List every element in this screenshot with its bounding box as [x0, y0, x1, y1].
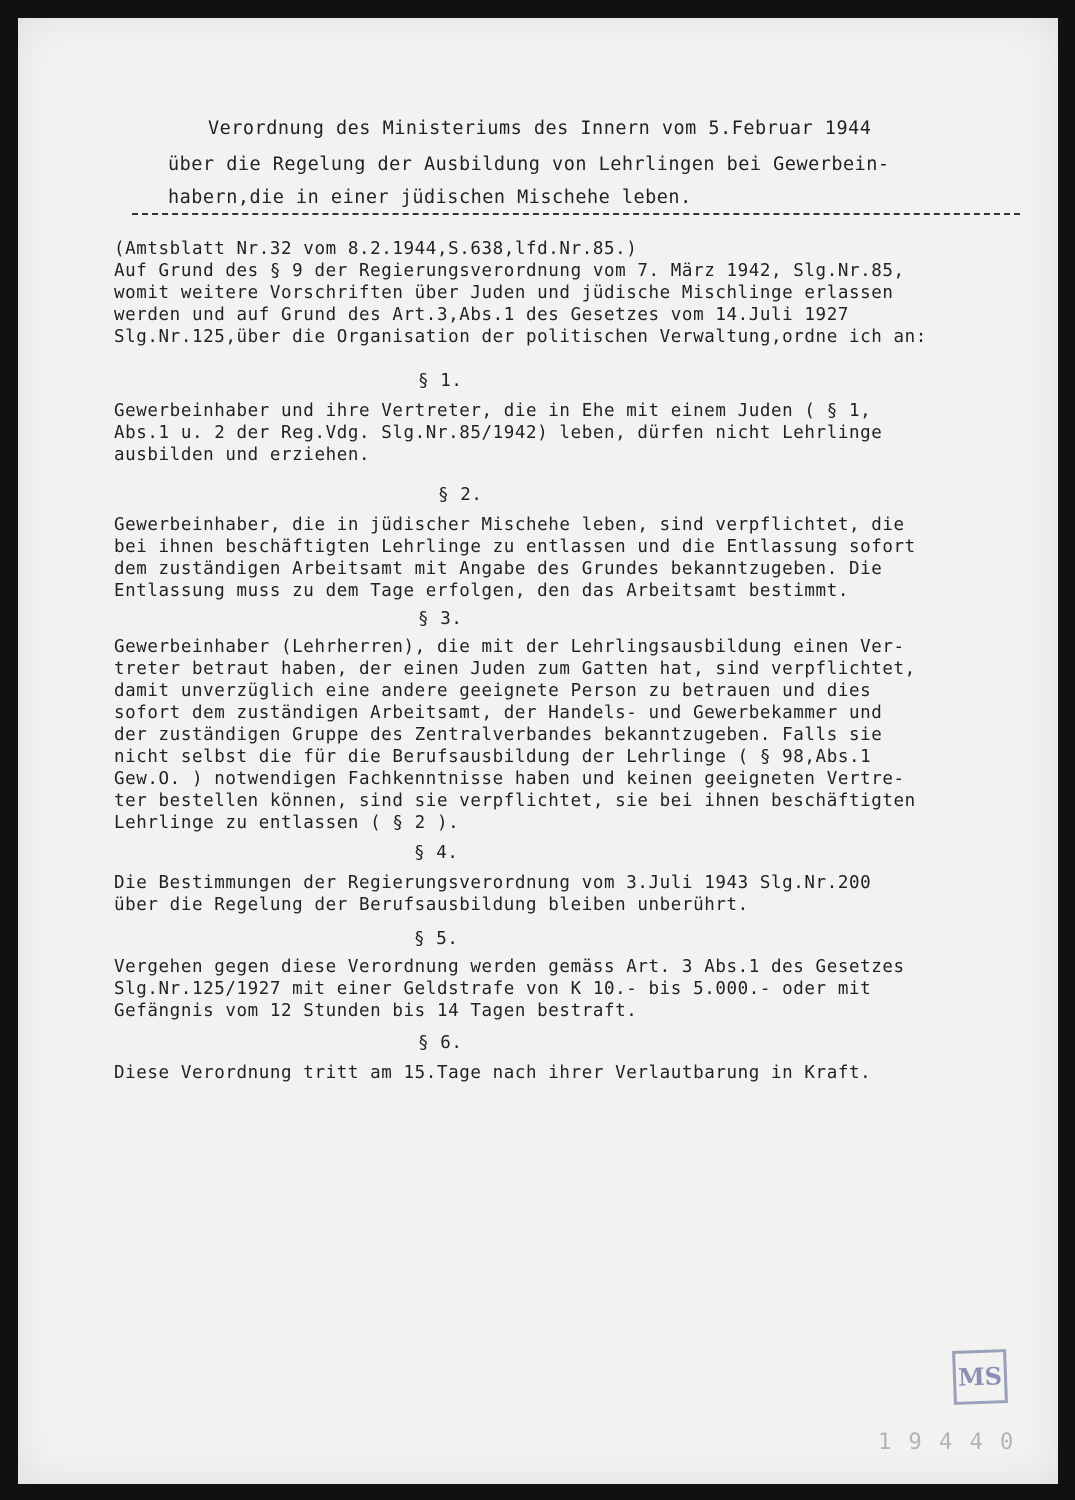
- section-2-heading: § 2.: [438, 485, 483, 505]
- intro-line-3: womit weitere Vorschriften über Juden und jüdische Mischlinge erlassen: [114, 283, 894, 303]
- section-5-heading: § 5.: [414, 929, 459, 949]
- section-4-line-2: über die Regelung der Berufsausbildung bleiben unberührt.: [114, 895, 749, 915]
- section-2-line-4: Entlassung muss zu dem Tage erfolgen, den das Arbeitsamt bestimmt.: [114, 581, 849, 601]
- section-2-line-2: bei ihnen beschäftigten Lehrlinge zu entlassen und die Entlassung sofort: [114, 537, 916, 557]
- intro-line-1: (Amtsblatt Nr.32 vom 8.2.1944,S.638,lfd.Nr.85.): [114, 239, 638, 259]
- section-3-line-9: Lehrlinge zu entlassen ( § 2 ).: [114, 813, 460, 833]
- archive-stamp: MS: [952, 1349, 1008, 1405]
- section-5-line-1: Vergehen gegen diese Verordnung werden gemäss Art. 3 Abs.1 des Gesetzes: [114, 957, 905, 977]
- section-3-line-2: treter betraut haben, der einen Juden zum Gatten hat, sind verpflichtet,: [114, 659, 916, 679]
- title-divider: [132, 213, 1020, 215]
- archive-number: 1 9 4 4 0: [878, 1430, 1016, 1455]
- section-4-line-1: Die Bestimmungen der Regierungsverordnung vom 3.Juli 1943 Slg.Nr.200: [114, 873, 872, 893]
- intro-line-2: Auf Grund des § 9 der Regierungsverordnung vom 7. März 1942, Slg.Nr.85,: [114, 261, 905, 281]
- section-1-line-1: Gewerbeinhaber und ihre Vertreter, die in Ehe mit einem Juden ( § 1,: [114, 401, 872, 421]
- section-2-line-3: dem zuständigen Arbeitsamt mit Angabe des Grundes bekanntzugeben. Die: [114, 559, 883, 579]
- section-5-line-3: Gefängnis vom 12 Stunden bis 14 Tagen bestraft.: [114, 1001, 638, 1021]
- section-2-line-1: Gewerbeinhaber, die in jüdischer Mischehe leben, sind verpflichtet, die: [114, 515, 905, 535]
- section-3-line-6: nicht selbst die für die Berufsausbildung der Lehrlinge ( § 98,Abs.1: [114, 747, 872, 767]
- document-page: [18, 18, 1058, 1484]
- section-1-line-2: Abs.1 u. 2 der Reg.Vdg. Slg.Nr.85/1942) leben, dürfen nicht Lehrlinge: [114, 423, 883, 443]
- section-3-line-1: Gewerbeinhaber (Lehrherren), die mit der Lehrlingsausbildung einen Ver-: [114, 637, 905, 657]
- title-line-3: habern,die in einer jüdischen Mischehe leben.: [168, 187, 692, 208]
- section-6-heading: § 6.: [418, 1033, 463, 1053]
- section-5-line-2: Slg.Nr.125/1927 mit einer Geldstrafe von K 10.- bis 5.000.- oder mit: [114, 979, 872, 999]
- title-line-1: Verordnung des Ministeriums des Innern vom 5.Februar 1944: [208, 118, 872, 139]
- section-3-heading: § 3.: [418, 609, 463, 629]
- section-1-heading: § 1.: [418, 371, 463, 391]
- section-1-line-3: ausbilden und erziehen.: [114, 445, 371, 465]
- section-4-heading: § 4.: [414, 843, 459, 863]
- intro-line-5: Slg.Nr.125,über die Organisation der politischen Verwaltung,ordne ich an:: [114, 327, 927, 347]
- section-3-line-3: damit unverzüglich eine andere geeignete Person zu betrauen und dies: [114, 681, 872, 701]
- section-3-line-7: Gew.O. ) notwendigen Fachkenntnisse haben und keinen geeigneten Vertre-: [114, 769, 905, 789]
- section-3-line-8: ter bestellen können, sind sie verpflichtet, sie bei ihnen beschäftigten: [114, 791, 916, 811]
- section-3-line-4: sofort dem zuständigen Arbeitsamt, der Handels- und Gewerbekammer und: [114, 703, 883, 723]
- title-line-2: über die Regelung der Ausbildung von Lehrlingen bei Gewerbein-: [168, 154, 890, 175]
- section-3-line-5: der zuständigen Gruppe des Zentralverbandes bekanntzugeben. Falls sie: [114, 725, 883, 745]
- intro-line-4: werden und auf Grund des Art.3,Abs.1 des Gesetzes vom 14.Juli 1927: [114, 305, 849, 325]
- section-6-line-1: Diese Verordnung tritt am 15.Tage nach ihrer Verlautbarung in Kraft.: [114, 1063, 872, 1083]
